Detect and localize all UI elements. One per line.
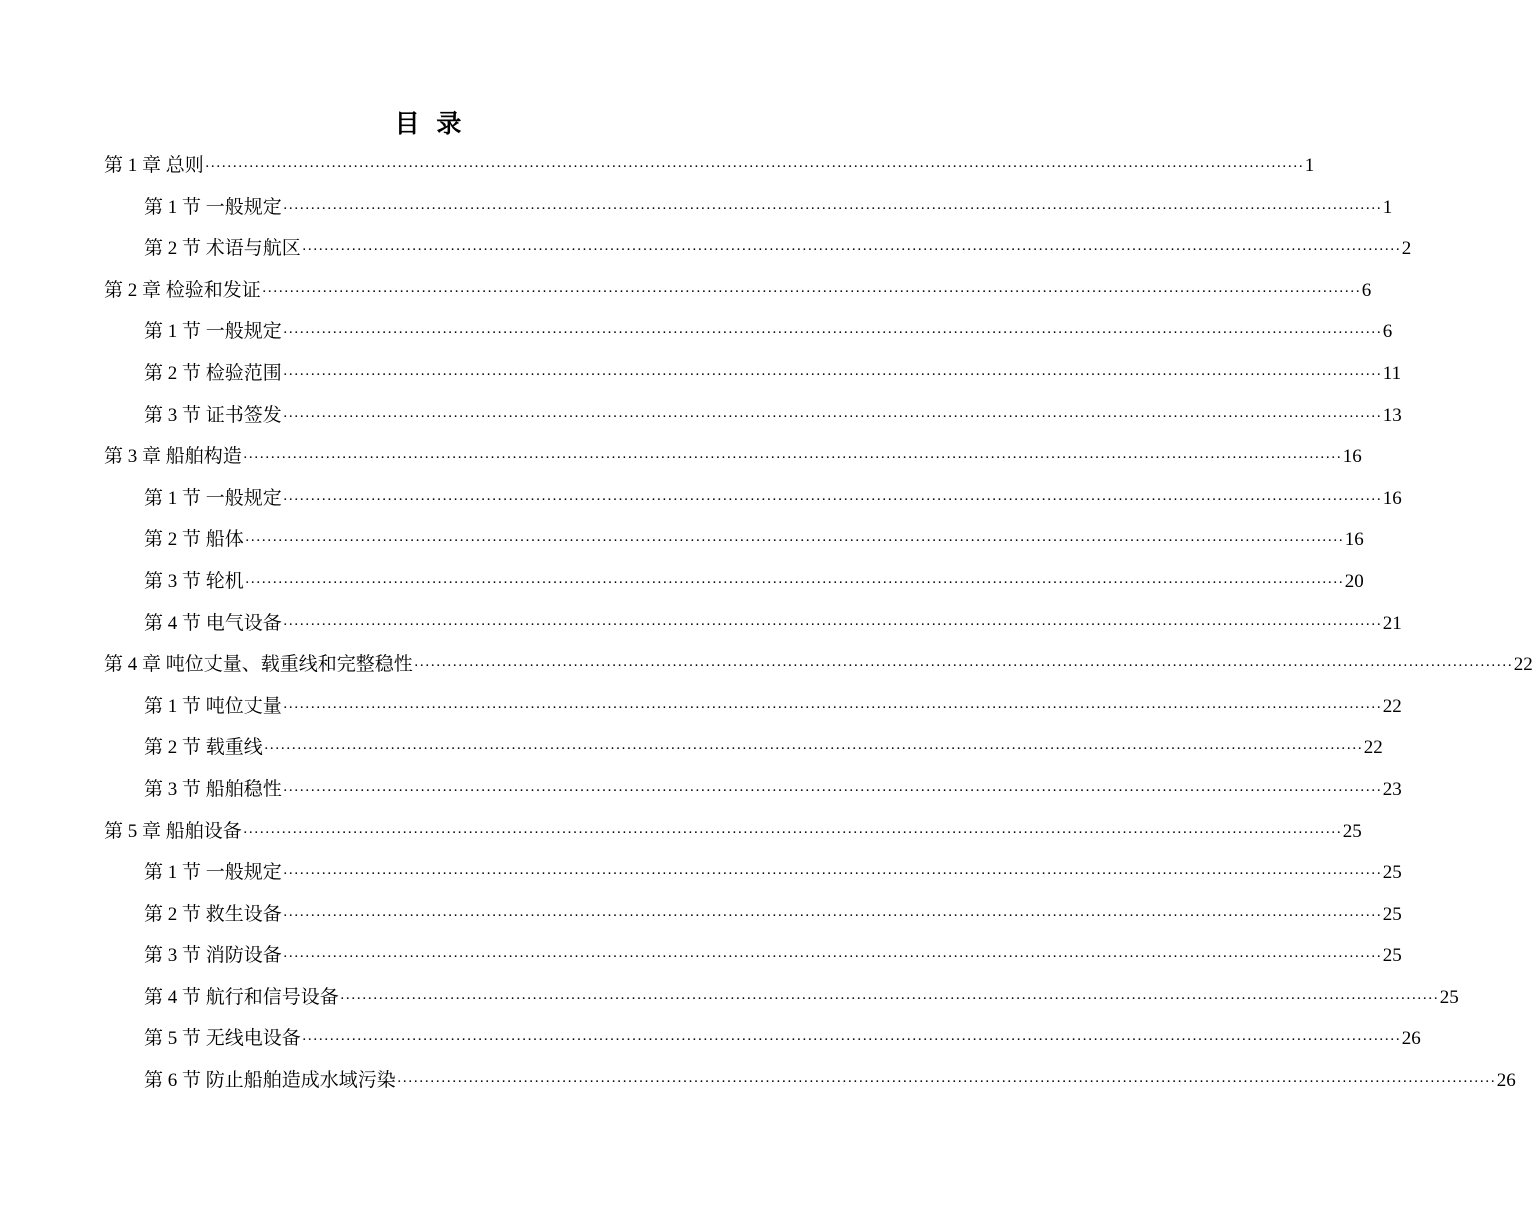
- toc-title: 目 录: [394, 109, 466, 138]
- toc-entry-label: 第 2 节 船体: [144, 529, 244, 551]
- toc-page-number: 1: [1304, 155, 1315, 176]
- toc-entry-label: 第 1 节 吨位丈量: [144, 695, 282, 717]
- toc-entry-label: 第 3 节 船舶稳性: [144, 778, 282, 800]
- toc-dot-leader: ········································································································································································································: [204, 159, 1304, 175]
- toc-dot-leader: ········································································································································································································: [282, 949, 1382, 966]
- toc-page-number: 2: [1401, 238, 1412, 260]
- toc-dot-leader: ········································································································································································································: [301, 242, 1401, 259]
- toc-page-number: 25: [1382, 862, 1402, 884]
- toc-section-entry[interactable]: [104, 314, 1393, 356]
- toc-section-entry[interactable]: [104, 980, 1459, 1022]
- toc-chapter-entry[interactable]: [104, 273, 1372, 315]
- toc-entry-label: 第 3 节 证书签发: [144, 404, 282, 426]
- toc-section-entry[interactable]: [104, 522, 1364, 564]
- toc-dot-leader: ········································································································································································································: [282, 616, 1382, 633]
- toc-section-entry[interactable]: [104, 481, 1402, 523]
- toc-page-number: 25: [1342, 820, 1362, 842]
- toc-dot-leader: ········································································································································································································: [261, 283, 1361, 300]
- toc-dot-leader: ········································································································································································································: [282, 366, 1382, 383]
- toc-section-entry[interactable]: [104, 730, 1383, 772]
- toc-page-number: 16: [1382, 487, 1402, 509]
- toc-section-entry[interactable]: [104, 938, 1402, 980]
- toc-chapter-entry[interactable]: [104, 148, 1315, 190]
- toc-section-entry[interactable]: [104, 772, 1402, 814]
- toc-page-number: 26: [1401, 1028, 1421, 1050]
- toc-dot-leader: ········································································································································································································: [242, 450, 1342, 467]
- toc-page-number: 23: [1382, 778, 1402, 800]
- toc-dot-leader: ········································································································································································································: [282, 907, 1382, 924]
- toc-dot-leader: ········································································································································································································: [282, 782, 1382, 799]
- toc-entry-label: 第 1 节 一般规定: [144, 196, 282, 218]
- toc-dot-leader: ········································································································································································································: [244, 574, 1344, 591]
- toc-chapter-entry[interactable]: [104, 647, 1533, 689]
- toc-section-entry[interactable]: [104, 1063, 1516, 1105]
- toc-entry-label: 第 4 节 航行和信号设备: [144, 986, 339, 1008]
- toc-section-entry[interactable]: [104, 564, 1364, 606]
- toc-page-number: 16: [1342, 446, 1362, 468]
- toc-section-entry[interactable]: [104, 897, 1402, 939]
- toc-page-number: 11: [1382, 362, 1402, 384]
- toc-chapter-entry[interactable]: [104, 439, 1362, 481]
- toc-page-number: 22: [1363, 737, 1383, 759]
- toc-dot-leader: ········································································································································································································: [282, 325, 1382, 342]
- toc-section-entry[interactable]: [104, 190, 1393, 232]
- toc-dot-leader: ········································································································································································································: [244, 533, 1344, 550]
- toc-dot-leader: ········································································································································································································: [282, 866, 1382, 883]
- toc-page-number: 20: [1344, 570, 1364, 592]
- toc-dot-leader: ········································································································································································································: [282, 200, 1382, 217]
- toc-dot-leader: ········································································································································································································: [282, 699, 1382, 716]
- toc-entry-label: 第 2 节 术语与航区: [144, 238, 301, 260]
- toc-dot-leader: ········································································································································································································: [282, 408, 1382, 425]
- toc-entry-label: 第 3 节 轮机: [144, 570, 244, 592]
- toc-dot-leader: ········································································································································································································: [282, 491, 1382, 508]
- toc-list: [104, 148, 1533, 1105]
- toc-dot-leader: ········································································································································································································: [263, 741, 1363, 758]
- toc-page-number: 6: [1382, 321, 1393, 343]
- toc-page-number: 22: [1382, 695, 1402, 717]
- toc-entry-label: 第 3 节 消防设备: [144, 945, 282, 967]
- toc-page-number: 6: [1361, 279, 1372, 301]
- toc-entry-label: 第 2 章 检验和发证: [104, 279, 261, 301]
- toc-page-number: 25: [1439, 986, 1459, 1008]
- toc-entry-label: 第 2 节 检验范围: [144, 362, 282, 384]
- toc-page-number: 1: [1382, 196, 1393, 218]
- toc-page-number: 22: [1513, 654, 1533, 676]
- toc-section-entry[interactable]: [104, 356, 1402, 398]
- toc-dot-leader: ········································································································································································································: [301, 1032, 1401, 1049]
- toc-page-number: 16: [1344, 529, 1364, 551]
- toc-section-entry[interactable]: [104, 398, 1402, 440]
- toc-entry-label: 第 4 章 吨位丈量、载重线和完整稳性: [104, 654, 413, 676]
- toc-dot-leader: ········································································································································································································: [242, 824, 1342, 841]
- toc-entry-label: 第 2 节 救生设备: [144, 903, 282, 925]
- toc-dot-leader: ········································································································································································································: [413, 658, 1513, 675]
- toc-dot-leader: ········································································································································································································: [396, 1074, 1496, 1091]
- toc-section-entry[interactable]: [104, 231, 1412, 273]
- toc-entry-label: 第 1 章 总则: [104, 155, 204, 176]
- toc-section-entry[interactable]: [104, 1021, 1421, 1063]
- toc-entry-label: 第 3 章 船舶构造: [104, 446, 242, 468]
- toc-chapter-entry[interactable]: [104, 814, 1362, 856]
- toc-page-number: 21: [1382, 612, 1402, 634]
- toc-page-number: 26: [1496, 1070, 1516, 1092]
- toc-entry-label: 第 1 节 一般规定: [144, 321, 282, 343]
- toc-entry-label: 第 6 节 防止船舶造成水域污染: [144, 1070, 396, 1092]
- toc-entry-label: 第 5 章 船舶设备: [104, 820, 242, 842]
- toc-section-entry[interactable]: [104, 855, 1402, 897]
- toc-page-number: 25: [1382, 903, 1402, 925]
- toc-entry-label: 第 4 节 电气设备: [144, 612, 282, 634]
- toc-entry-label: 第 1 节 一般规定: [144, 862, 282, 884]
- toc-dot-leader: ········································································································································································································: [339, 990, 1439, 1007]
- toc-page-number: 13: [1382, 404, 1402, 426]
- toc-entry-label: 第 2 节 载重线: [144, 737, 263, 759]
- toc-page-number: 25: [1382, 945, 1402, 967]
- toc-section-entry[interactable]: [104, 606, 1402, 648]
- toc-entry-label: 第 1 节 一般规定: [144, 487, 282, 509]
- toc-entry-label: 第 5 节 无线电设备: [144, 1028, 301, 1050]
- toc-section-entry[interactable]: [104, 689, 1402, 731]
